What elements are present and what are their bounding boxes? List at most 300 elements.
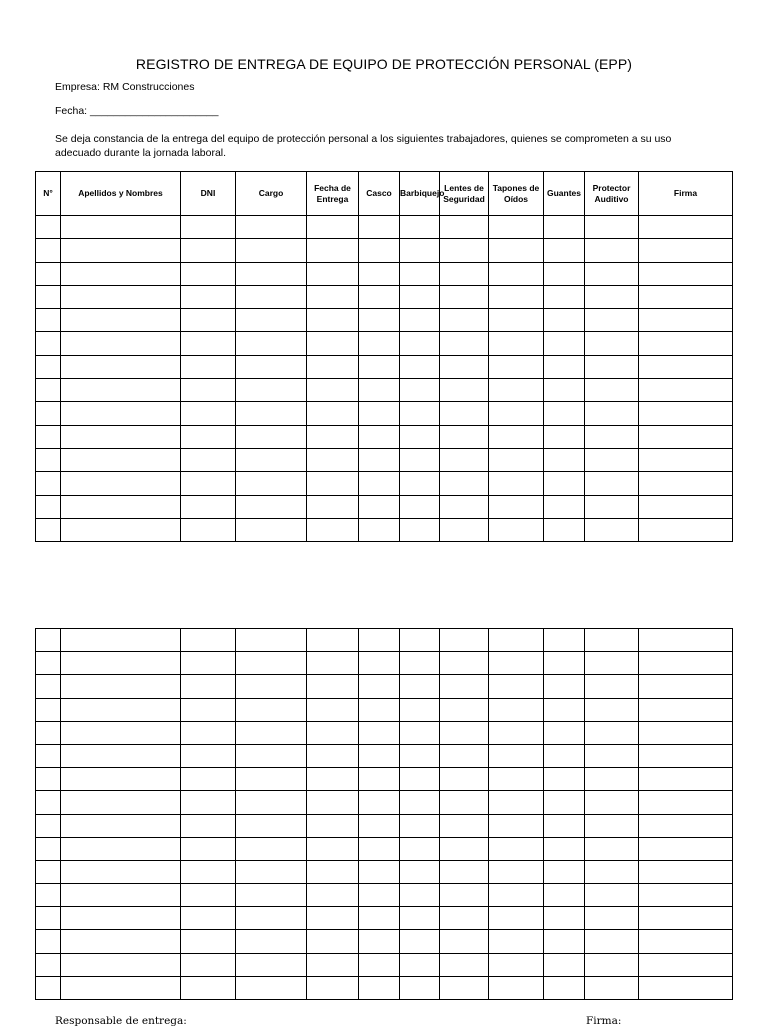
table-cell[interactable] (400, 239, 440, 262)
table-cell[interactable] (359, 309, 400, 332)
table-cell[interactable] (544, 675, 585, 698)
table-cell[interactable] (359, 698, 400, 721)
table-cell[interactable] (359, 907, 400, 930)
table-cell[interactable] (307, 652, 359, 675)
table-cell[interactable] (181, 744, 236, 767)
table-cell[interactable] (489, 285, 544, 308)
table-cell[interactable] (544, 768, 585, 791)
table-cell[interactable] (181, 721, 236, 744)
table-cell[interactable] (181, 332, 236, 355)
table-cell[interactable] (36, 698, 61, 721)
table-cell[interactable] (489, 953, 544, 976)
table-cell[interactable] (440, 791, 489, 814)
table-cell[interactable] (585, 402, 639, 425)
table-cell[interactable] (489, 907, 544, 930)
table-cell[interactable] (585, 953, 639, 976)
table-cell[interactable] (400, 309, 440, 332)
table-cell[interactable] (181, 860, 236, 883)
table-cell[interactable] (400, 448, 440, 471)
table-cell[interactable] (181, 698, 236, 721)
table-cell[interactable] (400, 518, 440, 541)
table-cell[interactable] (440, 285, 489, 308)
table-cell[interactable] (236, 907, 307, 930)
table-cell[interactable] (440, 652, 489, 675)
table-cell[interactable] (400, 472, 440, 495)
table-cell[interactable] (181, 495, 236, 518)
table-cell[interactable] (639, 953, 733, 976)
table-cell[interactable] (61, 744, 181, 767)
table-cell[interactable] (359, 675, 400, 698)
table-cell[interactable] (400, 976, 440, 999)
table-cell[interactable] (61, 907, 181, 930)
table-cell[interactable] (61, 930, 181, 953)
table-cell[interactable] (639, 744, 733, 767)
table-cell[interactable] (585, 976, 639, 999)
table-cell[interactable] (489, 262, 544, 285)
table-cell[interactable] (400, 930, 440, 953)
table-cell[interactable] (181, 907, 236, 930)
table-cell[interactable] (639, 472, 733, 495)
table-cell[interactable] (585, 675, 639, 698)
table-cell[interactable] (61, 425, 181, 448)
table-cell[interactable] (585, 332, 639, 355)
table-cell[interactable] (359, 379, 400, 402)
table-cell[interactable] (585, 518, 639, 541)
table-cell[interactable] (359, 976, 400, 999)
table-cell[interactable] (36, 402, 61, 425)
table-cell[interactable] (639, 791, 733, 814)
table-cell[interactable] (36, 216, 61, 239)
table-cell[interactable] (639, 814, 733, 837)
table-cell[interactable] (585, 216, 639, 239)
table-cell[interactable] (36, 239, 61, 262)
table-cell[interactable] (36, 860, 61, 883)
table-cell[interactable] (400, 698, 440, 721)
table-cell[interactable] (236, 216, 307, 239)
table-cell[interactable] (359, 860, 400, 883)
table-cell[interactable] (36, 884, 61, 907)
table-cell[interactable] (236, 495, 307, 518)
table-cell[interactable] (236, 675, 307, 698)
table-cell[interactable] (61, 216, 181, 239)
table-cell[interactable] (440, 976, 489, 999)
table-cell[interactable] (585, 262, 639, 285)
table-cell[interactable] (181, 518, 236, 541)
table-cell[interactable] (400, 675, 440, 698)
table-cell[interactable] (544, 884, 585, 907)
table-cell[interactable] (544, 518, 585, 541)
table-cell[interactable] (307, 698, 359, 721)
table-cell[interactable] (359, 425, 400, 448)
table-cell[interactable] (489, 448, 544, 471)
table-cell[interactable] (36, 791, 61, 814)
table-cell[interactable] (61, 698, 181, 721)
table-cell[interactable] (36, 930, 61, 953)
table-cell[interactable] (307, 495, 359, 518)
table-cell[interactable] (359, 629, 400, 652)
table-cell[interactable] (639, 216, 733, 239)
table-cell[interactable] (307, 309, 359, 332)
table-cell[interactable] (61, 768, 181, 791)
table-cell[interactable] (307, 860, 359, 883)
table-cell[interactable] (639, 907, 733, 930)
table-cell[interactable] (489, 837, 544, 860)
table-cell[interactable] (359, 884, 400, 907)
table-cell[interactable] (639, 518, 733, 541)
table-cell[interactable] (489, 629, 544, 652)
table-cell[interactable] (307, 379, 359, 402)
table-cell[interactable] (440, 355, 489, 378)
table-cell[interactable] (61, 721, 181, 744)
table-cell[interactable] (236, 930, 307, 953)
table-cell[interactable] (359, 472, 400, 495)
table-cell[interactable] (307, 744, 359, 767)
table-cell[interactable] (307, 791, 359, 814)
table-cell[interactable] (181, 262, 236, 285)
table-cell[interactable] (585, 425, 639, 448)
table-cell[interactable] (359, 953, 400, 976)
table-cell[interactable] (489, 814, 544, 837)
table-cell[interactable] (639, 652, 733, 675)
table-cell[interactable] (544, 309, 585, 332)
table-cell[interactable] (236, 721, 307, 744)
table-cell[interactable] (36, 448, 61, 471)
table-cell[interactable] (585, 629, 639, 652)
table-cell[interactable] (236, 262, 307, 285)
table-cell[interactable] (585, 239, 639, 262)
table-cell[interactable] (61, 285, 181, 308)
table-cell[interactable] (36, 355, 61, 378)
table-cell[interactable] (236, 860, 307, 883)
table-cell[interactable] (307, 448, 359, 471)
table-cell[interactable] (36, 309, 61, 332)
table-cell[interactable] (585, 791, 639, 814)
table-cell[interactable] (181, 355, 236, 378)
table-cell[interactable] (585, 495, 639, 518)
table-cell[interactable] (585, 309, 639, 332)
table-cell[interactable] (400, 791, 440, 814)
table-cell[interactable] (307, 884, 359, 907)
table-cell[interactable] (489, 791, 544, 814)
table-cell[interactable] (544, 239, 585, 262)
table-cell[interactable] (639, 262, 733, 285)
table-cell[interactable] (639, 884, 733, 907)
table-cell[interactable] (400, 953, 440, 976)
table-cell[interactable] (359, 239, 400, 262)
table-cell[interactable] (585, 744, 639, 767)
table-cell[interactable] (585, 698, 639, 721)
table-cell[interactable] (489, 518, 544, 541)
table-cell[interactable] (440, 309, 489, 332)
table-cell[interactable] (440, 472, 489, 495)
table-cell[interactable] (236, 698, 307, 721)
table-cell[interactable] (489, 976, 544, 999)
table-cell[interactable] (307, 425, 359, 448)
table-cell[interactable] (236, 837, 307, 860)
table-cell[interactable] (400, 379, 440, 402)
table-cell[interactable] (639, 860, 733, 883)
table-cell[interactable] (544, 262, 585, 285)
table-cell[interactable] (639, 402, 733, 425)
table-cell[interactable] (36, 652, 61, 675)
table-cell[interactable] (236, 884, 307, 907)
table-cell[interactable] (307, 402, 359, 425)
table-cell[interactable] (236, 953, 307, 976)
table-cell[interactable] (544, 402, 585, 425)
table-cell[interactable] (489, 652, 544, 675)
table-cell[interactable] (36, 976, 61, 999)
table-cell[interactable] (440, 402, 489, 425)
table-cell[interactable] (236, 285, 307, 308)
table-cell[interactable] (544, 744, 585, 767)
table-cell[interactable] (236, 518, 307, 541)
table-cell[interactable] (440, 930, 489, 953)
table-cell[interactable] (400, 744, 440, 767)
table-cell[interactable] (440, 629, 489, 652)
table-cell[interactable] (489, 355, 544, 378)
table-cell[interactable] (61, 495, 181, 518)
table-cell[interactable] (585, 860, 639, 883)
table-cell[interactable] (440, 837, 489, 860)
table-cell[interactable] (585, 721, 639, 744)
table-cell[interactable] (36, 721, 61, 744)
table-cell[interactable] (489, 425, 544, 448)
table-cell[interactable] (585, 768, 639, 791)
table-cell[interactable] (61, 355, 181, 378)
table-cell[interactable] (36, 907, 61, 930)
table-cell[interactable] (440, 953, 489, 976)
table-cell[interactable] (544, 652, 585, 675)
table-cell[interactable] (181, 884, 236, 907)
table-cell[interactable] (400, 629, 440, 652)
table-cell[interactable] (307, 355, 359, 378)
table-cell[interactable] (400, 402, 440, 425)
table-cell[interactable] (359, 332, 400, 355)
table-cell[interactable] (639, 332, 733, 355)
table-cell[interactable] (544, 814, 585, 837)
table-cell[interactable] (544, 698, 585, 721)
table-cell[interactable] (639, 721, 733, 744)
table-cell[interactable] (639, 425, 733, 448)
table-cell[interactable] (585, 472, 639, 495)
table-cell[interactable] (489, 239, 544, 262)
table-cell[interactable] (400, 884, 440, 907)
table-cell[interactable] (489, 721, 544, 744)
table-cell[interactable] (400, 355, 440, 378)
table-cell[interactable] (544, 495, 585, 518)
table-cell[interactable] (236, 768, 307, 791)
table-cell[interactable] (307, 675, 359, 698)
table-cell[interactable] (489, 495, 544, 518)
table-cell[interactable] (489, 744, 544, 767)
table-cell[interactable] (36, 518, 61, 541)
table-cell[interactable] (400, 768, 440, 791)
table-cell[interactable] (181, 472, 236, 495)
table-cell[interactable] (544, 425, 585, 448)
table-cell[interactable] (440, 425, 489, 448)
table-cell[interactable] (181, 768, 236, 791)
table-cell[interactable] (544, 976, 585, 999)
table-cell[interactable] (36, 953, 61, 976)
table-cell[interactable] (61, 675, 181, 698)
table-cell[interactable] (181, 216, 236, 239)
table-cell[interactable] (236, 791, 307, 814)
table-cell[interactable] (307, 768, 359, 791)
table-cell[interactable] (36, 285, 61, 308)
table-cell[interactable] (307, 953, 359, 976)
table-cell[interactable] (236, 629, 307, 652)
table-cell[interactable] (61, 791, 181, 814)
table-cell[interactable] (236, 332, 307, 355)
table-cell[interactable] (181, 448, 236, 471)
table-cell[interactable] (440, 495, 489, 518)
table-cell[interactable] (544, 907, 585, 930)
table-cell[interactable] (544, 837, 585, 860)
table-cell[interactable] (359, 768, 400, 791)
table-cell[interactable] (307, 332, 359, 355)
table-cell[interactable] (359, 744, 400, 767)
table-cell[interactable] (359, 721, 400, 744)
table-cell[interactable] (544, 285, 585, 308)
table-cell[interactable] (585, 884, 639, 907)
table-cell[interactable] (61, 860, 181, 883)
table-cell[interactable] (585, 285, 639, 308)
table-cell[interactable] (544, 216, 585, 239)
table-cell[interactable] (639, 355, 733, 378)
table-cell[interactable] (181, 814, 236, 837)
table-cell[interactable] (585, 930, 639, 953)
table-cell[interactable] (236, 448, 307, 471)
table-cell[interactable] (61, 332, 181, 355)
table-cell[interactable] (307, 837, 359, 860)
table-cell[interactable] (400, 216, 440, 239)
table-cell[interactable] (440, 860, 489, 883)
table-cell[interactable] (440, 744, 489, 767)
table-cell[interactable] (544, 629, 585, 652)
table-cell[interactable] (400, 652, 440, 675)
table-cell[interactable] (181, 976, 236, 999)
table-cell[interactable] (489, 309, 544, 332)
table-cell[interactable] (489, 216, 544, 239)
table-cell[interactable] (236, 402, 307, 425)
table-cell[interactable] (36, 675, 61, 698)
table-cell[interactable] (36, 379, 61, 402)
table-cell[interactable] (440, 379, 489, 402)
table-cell[interactable] (400, 837, 440, 860)
table-cell[interactable] (307, 930, 359, 953)
table-cell[interactable] (307, 262, 359, 285)
table-cell[interactable] (61, 262, 181, 285)
table-cell[interactable] (359, 837, 400, 860)
table-cell[interactable] (359, 285, 400, 308)
table-cell[interactable] (440, 884, 489, 907)
table-cell[interactable] (61, 518, 181, 541)
table-cell[interactable] (400, 495, 440, 518)
table-cell[interactable] (359, 262, 400, 285)
table-cell[interactable] (440, 698, 489, 721)
table-cell[interactable] (359, 495, 400, 518)
table-cell[interactable] (639, 837, 733, 860)
table-cell[interactable] (181, 285, 236, 308)
table-cell[interactable] (236, 379, 307, 402)
table-cell[interactable] (36, 744, 61, 767)
table-cell[interactable] (359, 216, 400, 239)
table-cell[interactable] (307, 629, 359, 652)
table-cell[interactable] (489, 860, 544, 883)
table-cell[interactable] (359, 930, 400, 953)
table-cell[interactable] (61, 629, 181, 652)
table-cell[interactable] (639, 379, 733, 402)
table-cell[interactable] (544, 332, 585, 355)
table-cell[interactable] (307, 814, 359, 837)
table-cell[interactable] (307, 216, 359, 239)
table-cell[interactable] (440, 907, 489, 930)
table-cell[interactable] (236, 355, 307, 378)
table-cell[interactable] (36, 472, 61, 495)
table-cell[interactable] (639, 309, 733, 332)
table-cell[interactable] (400, 860, 440, 883)
table-cell[interactable] (307, 907, 359, 930)
table-cell[interactable] (639, 448, 733, 471)
table-cell[interactable] (61, 884, 181, 907)
table-cell[interactable] (489, 884, 544, 907)
table-cell[interactable] (359, 518, 400, 541)
table-cell[interactable] (489, 698, 544, 721)
table-cell[interactable] (359, 402, 400, 425)
table-cell[interactable] (440, 675, 489, 698)
table-cell[interactable] (489, 402, 544, 425)
table-cell[interactable] (236, 239, 307, 262)
table-cell[interactable] (639, 976, 733, 999)
table-cell[interactable] (544, 379, 585, 402)
table-cell[interactable] (489, 332, 544, 355)
table-cell[interactable] (61, 976, 181, 999)
table-cell[interactable] (307, 721, 359, 744)
table-cell[interactable] (544, 448, 585, 471)
table-cell[interactable] (236, 472, 307, 495)
table-cell[interactable] (585, 448, 639, 471)
table-cell[interactable] (585, 837, 639, 860)
table-cell[interactable] (585, 814, 639, 837)
table-cell[interactable] (236, 814, 307, 837)
table-cell[interactable] (307, 518, 359, 541)
table-cell[interactable] (61, 953, 181, 976)
table-cell[interactable] (36, 837, 61, 860)
table-cell[interactable] (639, 768, 733, 791)
table-cell[interactable] (61, 652, 181, 675)
table-cell[interactable] (440, 216, 489, 239)
table-cell[interactable] (359, 355, 400, 378)
table-cell[interactable] (36, 495, 61, 518)
table-cell[interactable] (181, 402, 236, 425)
table-cell[interactable] (585, 652, 639, 675)
table-cell[interactable] (440, 262, 489, 285)
table-cell[interactable] (544, 930, 585, 953)
table-cell[interactable] (61, 472, 181, 495)
table-cell[interactable] (36, 262, 61, 285)
table-cell[interactable] (544, 721, 585, 744)
table-cell[interactable] (236, 652, 307, 675)
table-cell[interactable] (181, 675, 236, 698)
table-cell[interactable] (400, 814, 440, 837)
table-cell[interactable] (400, 332, 440, 355)
table-cell[interactable] (440, 721, 489, 744)
table-cell[interactable] (307, 239, 359, 262)
table-cell[interactable] (236, 976, 307, 999)
table-cell[interactable] (36, 425, 61, 448)
table-cell[interactable] (400, 262, 440, 285)
table-cell[interactable] (359, 791, 400, 814)
